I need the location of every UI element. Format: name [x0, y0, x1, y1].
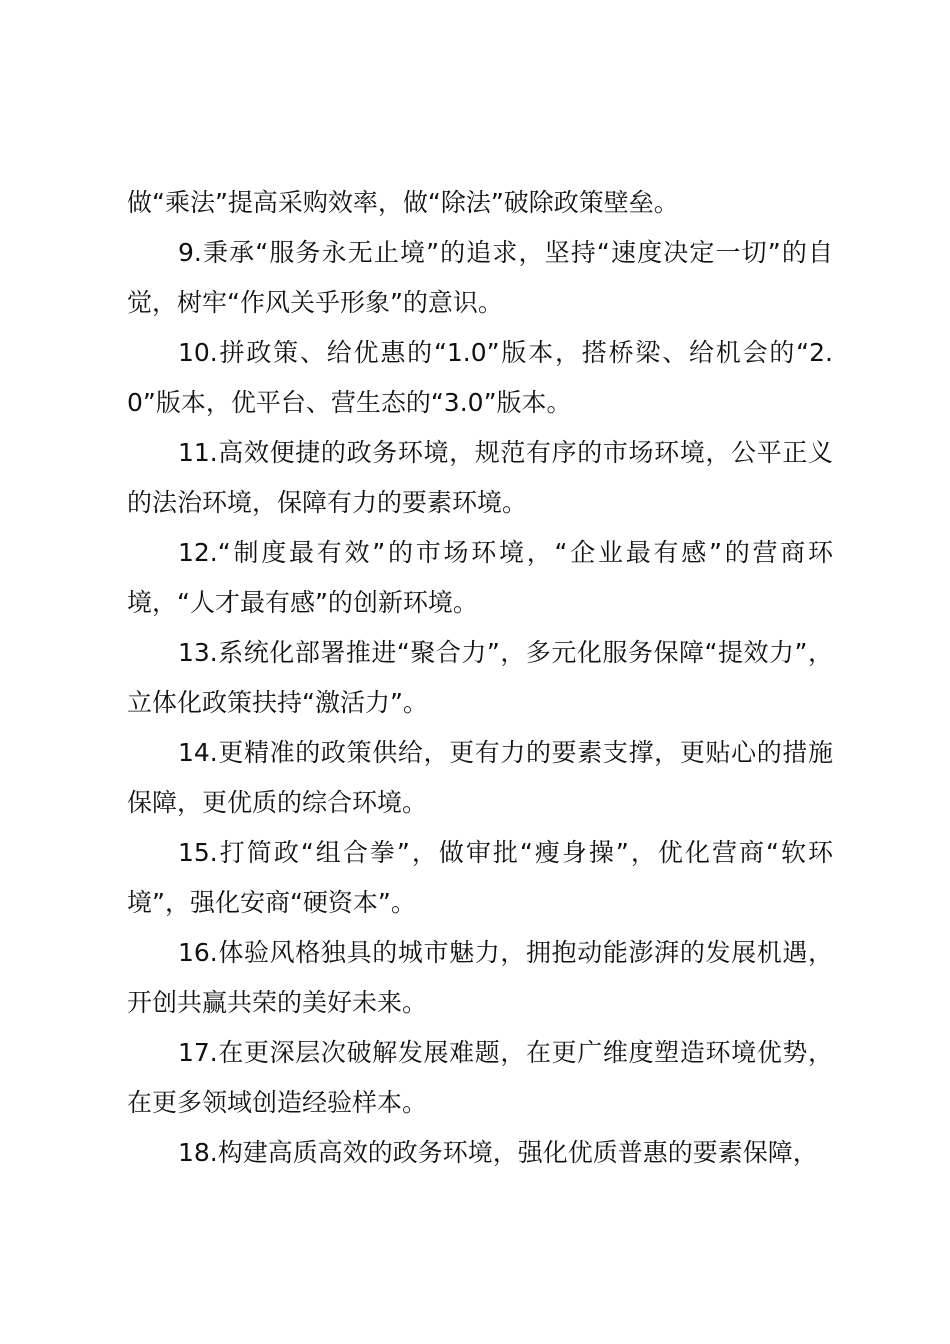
- paragraph-item-12: 12.“制度最有效”的市场环境，“企业最有感”的营商环境，“人才最有感”的创新环境。: [127, 538, 833, 617]
- paragraph-item-9: 9.秉承“服务永无止境”的追求，坚持“速度决定一切”的自觉，树牢“作风关乎形象”的意识。: [127, 238, 833, 317]
- paragraph-item-18: 18.构建高质高效的政务环境，强化优质普惠的要素保障，: [178, 1138, 818, 1167]
- paragraph-item-15: 15.打简政“组合拳”，做审批“瘦身操”，优化营商“软环境”，强化安商“硬资本”。: [127, 838, 833, 917]
- paragraph-item-17: 17.在更深层次破解发展难题，在更广维度塑造环境优势，在更多领域创造经验样本。: [127, 1038, 833, 1117]
- paragraph-item-14: 14.更精准的政策供给，更有力的要素支撑，更贴心的措施保障，更优质的综合环境。: [127, 738, 833, 817]
- paragraph-item-10: 10.拼政策、给优惠的“1.0”版本，搭桥梁、给机会的“2.0”版本，优平台、营生态的“3.0”版本。: [127, 338, 833, 417]
- document-body: [127, 178, 833, 1178]
- paragraph-item-16: 16.体验风格独具的城市魅力，拥抱动能澎湃的发展机遇，开创共赢共荣的美好未来。: [127, 938, 833, 1017]
- paragraph-item-11: 11.高效便捷的政务环境，规范有序的市场环境，公平正义的法治环境，保障有力的要素环境。: [127, 438, 833, 517]
- paragraph-item-13: 13.系统化部署推进“聚合力”，多元化服务保障“提效力”，立体化政策扶持“激活力”。: [127, 638, 833, 717]
- paragraph-continuation: 做“乘法”提高采购效率，做“除法”破除政策壁垒。: [127, 188, 679, 217]
